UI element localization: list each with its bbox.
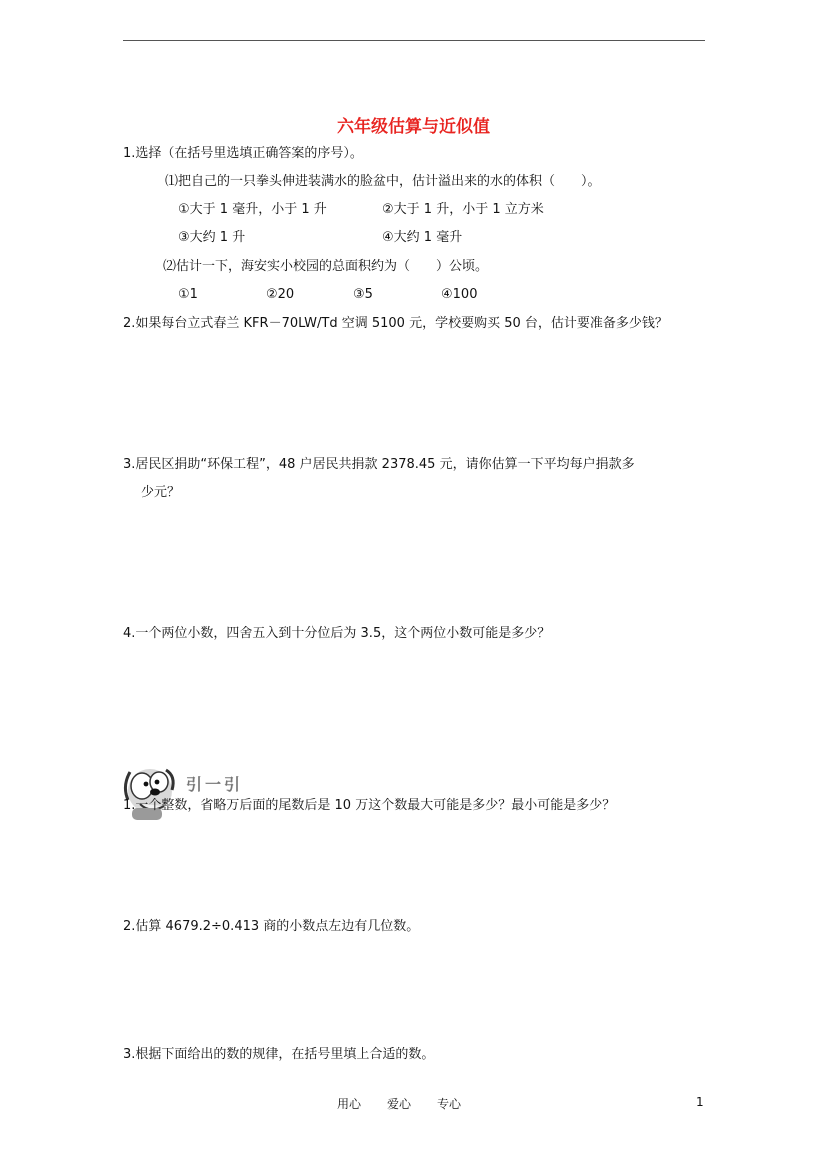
- question-3-line2: 少元？: [141, 485, 181, 500]
- page-number: 1: [696, 1095, 704, 1109]
- page-title: 六年级估算与近似值: [337, 117, 490, 137]
- option-1-2: ②大于 1 升，小于 1 立方米: [382, 202, 544, 217]
- option-2-3: ③5: [353, 287, 373, 302]
- section-badge-label: 引一引: [186, 775, 244, 794]
- footer-item-1: 用心: [337, 1097, 362, 1111]
- question-2: 2.如果每台立式春兰 KFR－70LW/Td 空调 5100 元，学校要购买 50 台，估计要准备多少钱？: [123, 316, 668, 331]
- question-3-line1: 3.居民区捐助“环保工程”，48 户居民共捐款 2378.45 元，请你估算一下平均每户捐款多: [123, 457, 635, 472]
- footer-item-2: 爱心: [387, 1097, 412, 1111]
- option-2-2: ②20: [266, 287, 295, 302]
- option-2-4: ④100: [441, 287, 478, 302]
- practice-question-1: 1.一个整数，省略万后面的尾数后是 10 万这个数最大可能是多少？最小可能是多少？: [123, 798, 616, 813]
- option-1-4: ④大约 1 毫升: [382, 230, 463, 245]
- header-rule: [123, 40, 705, 41]
- practice-question-3: 3.根据下面给出的数的规律，在括号里填上合适的数。: [123, 1047, 435, 1062]
- question-4: 4.一个两位小数，四舍五入到十分位后为 3.5，这个两位小数可能是多少？: [123, 626, 551, 641]
- question-1-stem: 1.选择（在括号里选填正确答案的序号）。: [123, 146, 363, 161]
- footer-item-3: 专心: [437, 1097, 462, 1111]
- option-2-1: ①1: [178, 287, 198, 302]
- option-1-3: ③大约 1 升: [178, 230, 246, 245]
- question-1-sub2-stem: ⑵估计一下，海安实小校园的总面积约为（ ）公顷。: [163, 259, 489, 274]
- option-1-1: ①大于 1 毫升，小于 1 升: [178, 202, 327, 217]
- practice-question-2: 2.估算 4679.2÷0.413 商的小数点左边有几位数。: [123, 919, 420, 934]
- question-1-sub1-stem: ⑴把自己的一只拳头伸进装满水的脸盆中，估计溢出来的水的体积（ ）。: [165, 174, 601, 189]
